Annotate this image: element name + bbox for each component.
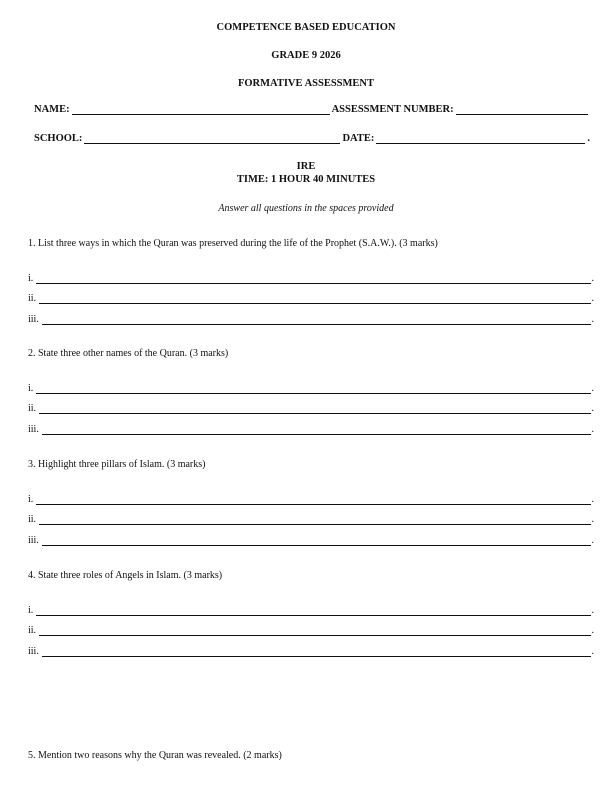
exam-time: TIME: 1 HOUR 40 MINUTES	[236, 174, 376, 185]
answer-row	[28, 383, 594, 394]
assessment-number-label: ASSESSMENT NUMBER:	[331, 104, 454, 115]
line-end: .	[591, 383, 594, 394]
line-end: .	[591, 494, 594, 505]
line-end: .	[591, 273, 594, 284]
line-end: .	[591, 403, 594, 414]
answer-line[interactable]	[36, 274, 590, 284]
answer-label: ii.	[28, 625, 37, 636]
question-5: 5. Mention two reasons why the Quran was revealed. (2 marks)	[28, 750, 282, 761]
answer-label: ii.	[28, 403, 37, 414]
answer-line[interactable]	[36, 384, 590, 394]
answer-row	[28, 625, 594, 636]
date-field[interactable]	[376, 133, 585, 144]
question-3: 3. Highlight three pillars of Islam. (3 marks)	[28, 459, 206, 470]
answer-line[interactable]	[39, 404, 590, 414]
answer-row	[28, 494, 594, 505]
line-end: .	[591, 605, 594, 616]
answer-label: ii.	[28, 514, 37, 525]
name-row	[34, 104, 590, 115]
question-1: 1. List three ways in which the Quran was preserved during the life of the Prophet (S.A.W.). (3 marks)	[28, 238, 438, 249]
answer-row	[28, 605, 594, 616]
answer-row	[28, 424, 594, 435]
answer-line[interactable]	[36, 495, 590, 505]
answer-line[interactable]	[39, 626, 590, 636]
name-field[interactable]	[72, 104, 330, 115]
answer-line[interactable]	[42, 647, 591, 657]
date-line-end: .	[587, 133, 590, 144]
answer-line[interactable]	[42, 536, 591, 546]
answer-label: iii.	[28, 314, 39, 325]
answer-row	[28, 535, 594, 546]
answer-line[interactable]	[42, 315, 591, 325]
answer-row	[28, 514, 594, 525]
line-end: .	[591, 646, 594, 657]
grade-label: GRADE 9 2026	[271, 50, 341, 61]
answer-label: i.	[28, 273, 34, 284]
answer-label: iii.	[28, 424, 39, 435]
school-field[interactable]	[84, 133, 340, 144]
question-4: 4. State three roles of Angels in Islam. (3 marks)	[28, 570, 223, 581]
answer-label: iii.	[28, 646, 39, 657]
exam-title: COMPETENCE BASED EDUCATION	[216, 22, 396, 33]
school-row	[34, 133, 590, 144]
date-label: DATE:	[342, 133, 375, 144]
answer-row	[28, 293, 594, 304]
answer-label: i.	[28, 494, 34, 505]
line-end: .	[591, 293, 594, 304]
answer-label: i.	[28, 605, 34, 616]
answer-row	[28, 646, 594, 657]
instructions: Answer all questions in the spaces provided	[218, 203, 394, 214]
answer-label: i.	[28, 383, 34, 394]
line-end: .	[591, 514, 594, 525]
answer-line[interactable]	[36, 606, 590, 616]
subject-name: IRE	[296, 161, 316, 172]
line-end: .	[591, 535, 594, 546]
assessment-type: FORMATIVE ASSESSMENT	[237, 78, 375, 89]
answer-row	[28, 403, 594, 414]
answer-line[interactable]	[42, 425, 591, 435]
answer-row	[28, 273, 594, 284]
line-end: .	[591, 424, 594, 435]
name-label: NAME:	[34, 104, 70, 115]
assessment-number-field[interactable]	[456, 104, 588, 115]
answer-row	[28, 314, 594, 325]
answer-line[interactable]	[39, 515, 590, 525]
school-label: SCHOOL:	[34, 133, 83, 144]
line-end: .	[591, 625, 594, 636]
answer-line[interactable]	[39, 294, 590, 304]
answer-label: ii.	[28, 293, 37, 304]
answer-label: iii.	[28, 535, 39, 546]
line-end: .	[591, 314, 594, 325]
question-2: 2. State three other names of the Quran. (3 marks)	[28, 348, 229, 359]
